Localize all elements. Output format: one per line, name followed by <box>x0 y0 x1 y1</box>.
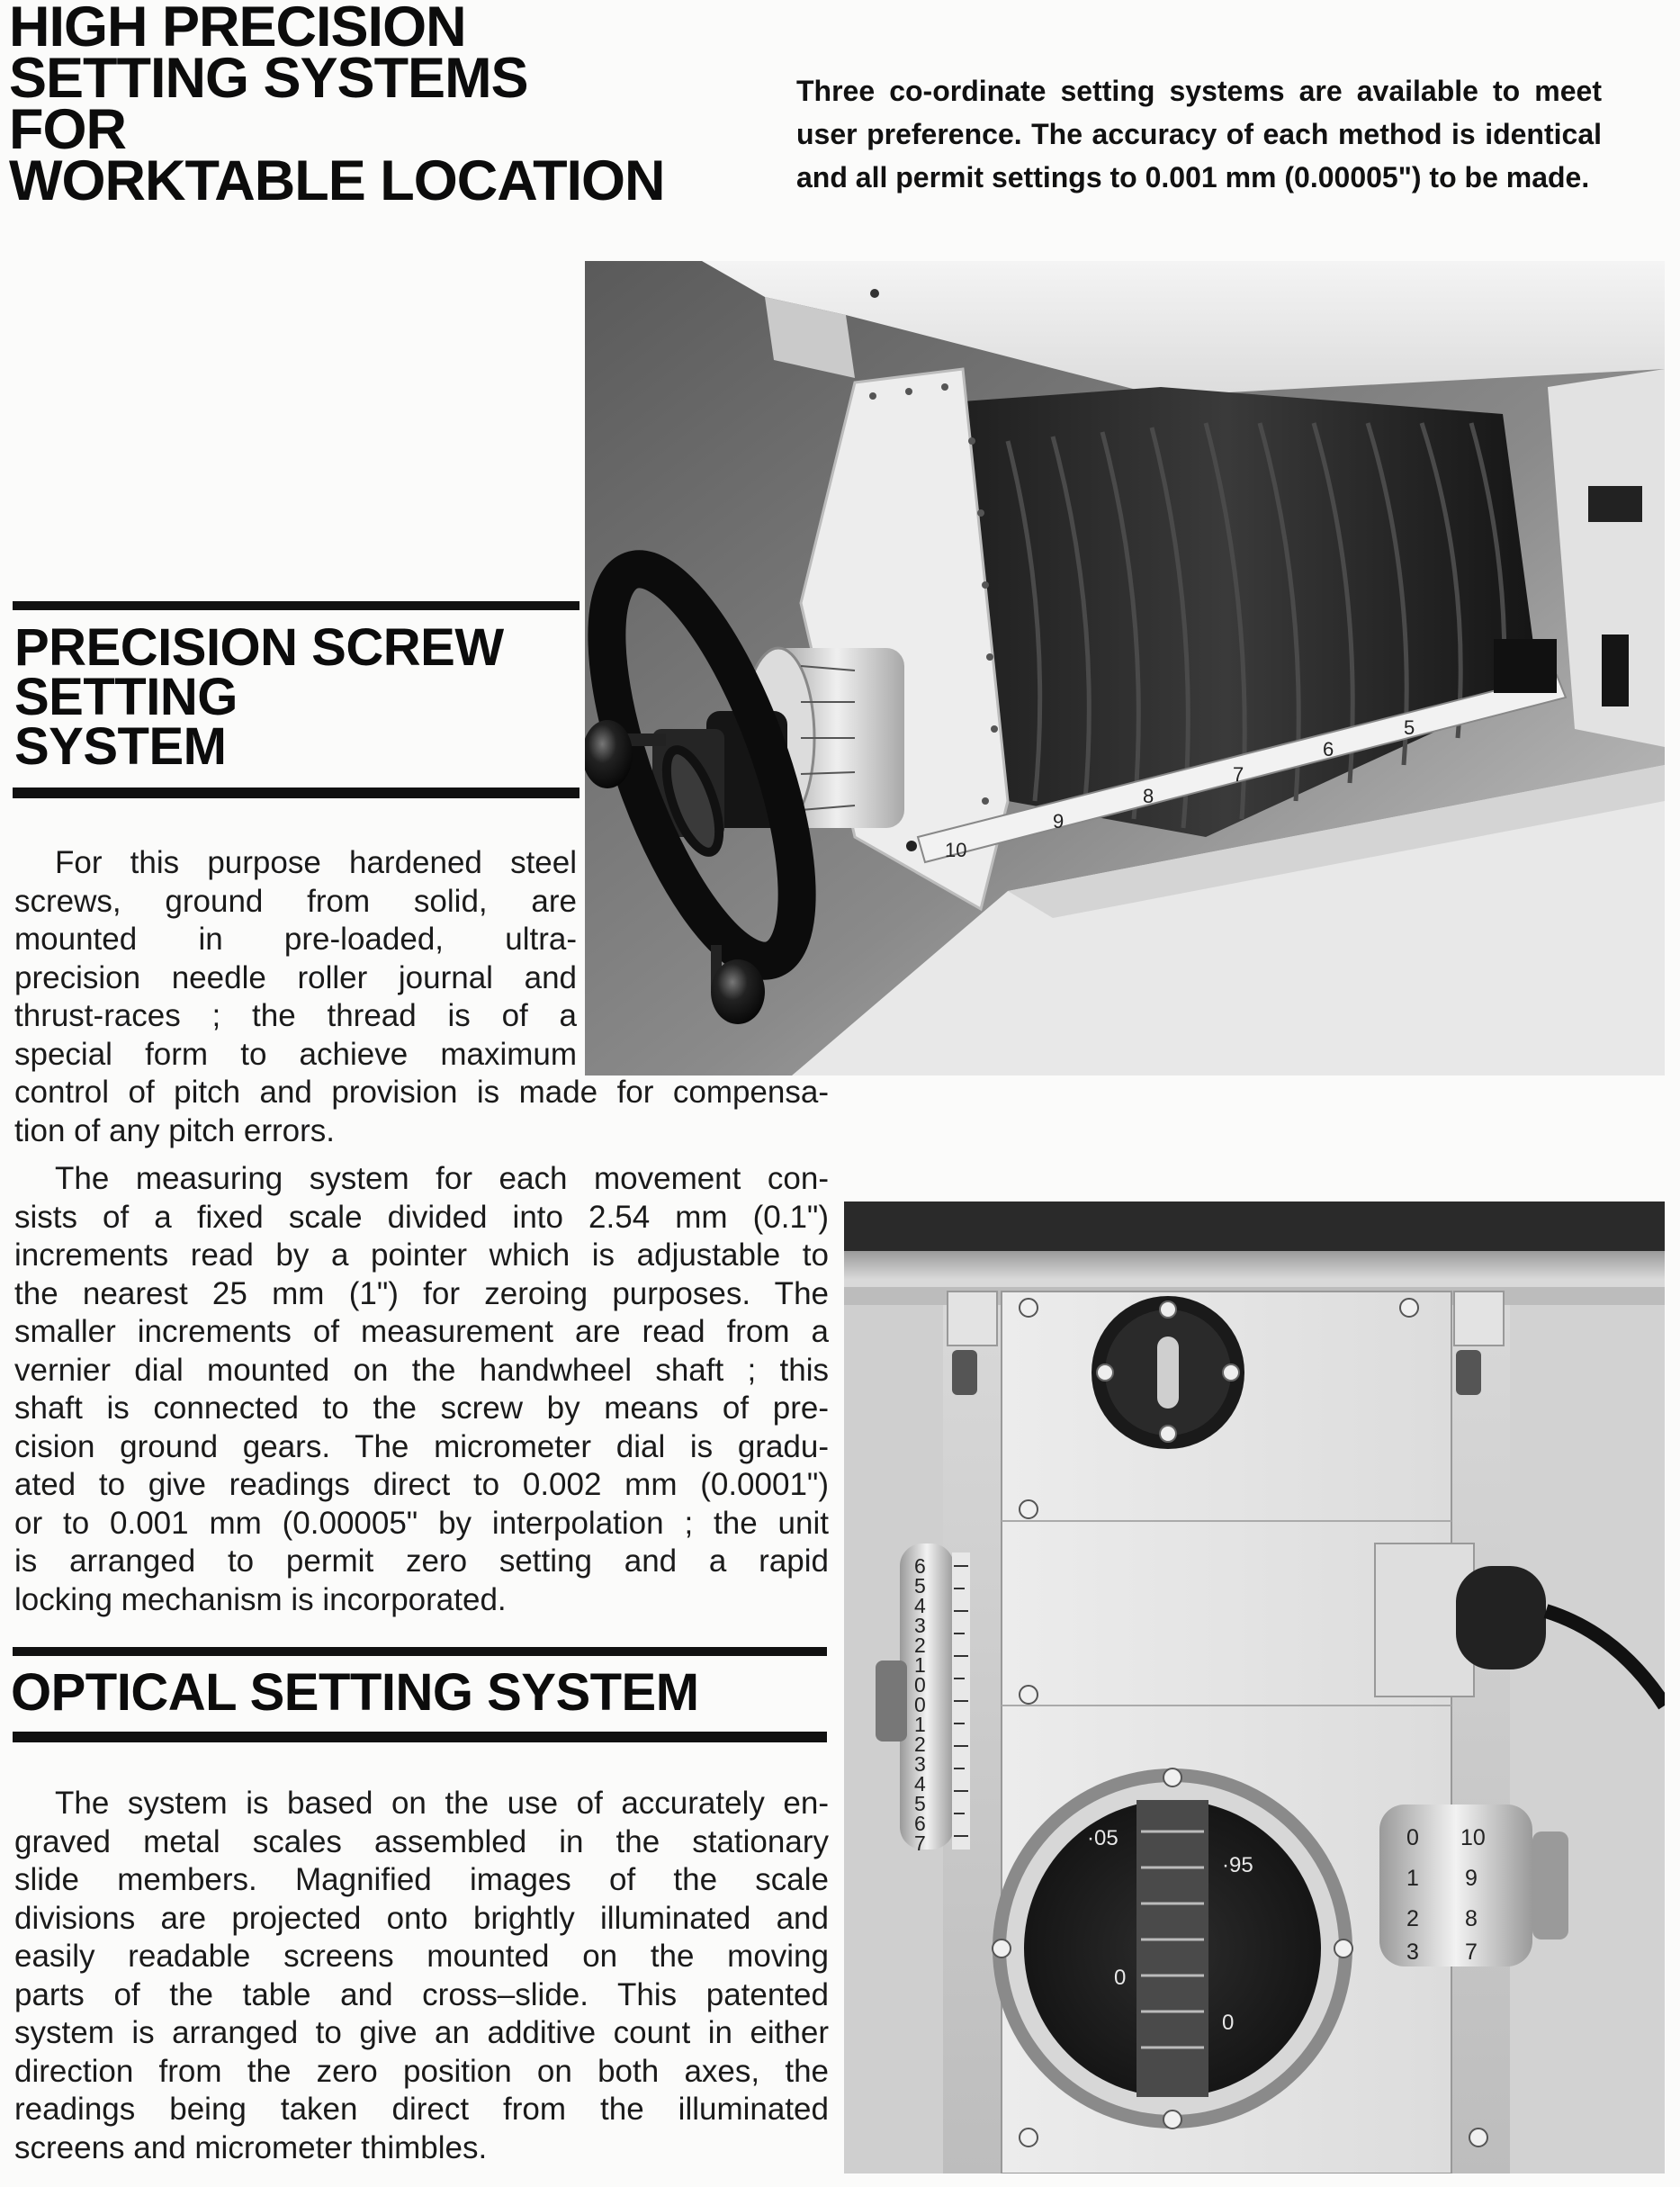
section-rule-top <box>13 601 579 610</box>
thimble-number: 1 <box>1406 1866 1419 1891</box>
title-line: SETTING SYSTEMS <box>9 47 528 110</box>
precision-screw-paragraph-1 <box>14 844 829 1150</box>
vernier-number: 4 <box>914 1594 926 1617</box>
text-line: slide members. Magnified images of the scale <box>14 1862 829 1897</box>
section-rule-bottom <box>13 788 579 798</box>
vernier-numbers <box>914 1554 926 1855</box>
scale-number: 7 <box>1233 763 1244 786</box>
text-line: is arranged to permit zero setting and a rapid <box>14 1544 829 1579</box>
text-line: locking mechanism is incorporated. <box>14 1581 507 1617</box>
vernier-number: 4 <box>914 1772 926 1796</box>
scale-number: 9 <box>1053 810 1065 832</box>
text-line: graved metal scales assembled in the stationary <box>14 1823 829 1859</box>
precision-screw-paragraph-2 <box>14 1160 829 1619</box>
section-rule-bottom <box>13 1732 827 1742</box>
vernier-number: 1 <box>914 1713 926 1736</box>
text-line: The measuring system for each movement con- <box>55 1161 829 1196</box>
vernier-number: 6 <box>914 1812 926 1835</box>
text-line: For this purpose hardened steel <box>55 845 577 880</box>
text-line: thrust-races ; the thread is of a <box>14 998 577 1033</box>
text-line: ated to give readings direct to 0.002 mm (0.0001") <box>14 1467 829 1502</box>
heading-line: SETTING <box>14 668 238 726</box>
text-line: The system is based on the use of accurately en- <box>55 1786 829 1821</box>
vernier-number: 2 <box>914 1732 926 1756</box>
text-line: parts of the table and cross–slide. This patented <box>14 1976 829 2012</box>
vernier-number: 3 <box>914 1614 926 1637</box>
page-title <box>9 0 783 212</box>
optical-setting-paragraph <box>14 1785 829 2167</box>
scale-number: 10 <box>945 839 967 861</box>
text-line: cision ground gears. The micrometer dial is gradu- <box>14 1428 829 1464</box>
thimble-number: 7 <box>1465 1940 1478 1965</box>
screen-label: ·95 <box>1222 1853 1253 1877</box>
vernier-number: 1 <box>914 1653 926 1677</box>
text-line: precision needle roller journal and <box>14 959 577 995</box>
scale-number: 5 <box>1404 716 1415 739</box>
text-line: divisions are projected onto brightly illuminated and <box>14 1900 829 1936</box>
optical-unit-illustration <box>844 1202 1665 2174</box>
text-line: sists of a fixed scale divided into 2.54 mm (0.1") <box>14 1199 829 1235</box>
photo-optical-setting-unit <box>844 1202 1665 2174</box>
vernier-number: 0 <box>914 1693 926 1716</box>
vernier-number: 7 <box>914 1832 926 1855</box>
text-line: mounted in pre-loaded, ultra- <box>14 922 577 957</box>
text-line: direction from the zero position on both axes, the <box>14 2053 829 2089</box>
screen-label: 0 <box>1222 2011 1235 2035</box>
title-line: FOR <box>9 98 126 161</box>
text-line: or to 0.001 mm (0.00005" by interpolation ; the unit <box>14 1505 829 1541</box>
vernier-number: 6 <box>914 1554 926 1578</box>
screen-label: 0 <box>1114 1966 1127 1990</box>
vernier-number: 3 <box>914 1752 926 1776</box>
section-heading-precision-screw <box>14 618 581 776</box>
thimble-number: 0 <box>1406 1825 1419 1850</box>
heading-line: SYSTEM <box>14 717 227 776</box>
thimble-number: 3 <box>1406 1940 1419 1965</box>
text-line: vernier dial mounted on the handwheel shaft ; this <box>14 1352 829 1388</box>
scale-number: 6 <box>1323 738 1334 760</box>
thimble-number: 2 <box>1406 1906 1419 1931</box>
text-line: system is arranged to give an additive count in either <box>14 2015 829 2050</box>
vernier-number: 5 <box>914 1574 926 1598</box>
heading-line: PRECISION SCREW <box>14 618 504 677</box>
intro-paragraph: Three co-ordinate setting systems are available to meet user preference. The accuracy of each method is identical and all permit settings to 0.001 mm (0.00005") to be made. <box>796 75 1602 194</box>
thimble-number: 9 <box>1465 1866 1478 1891</box>
text-line: easily readable screens mounted on the moving <box>14 1939 829 1974</box>
vernier-number: 0 <box>914 1673 926 1696</box>
scale-number: 8 <box>1143 785 1154 807</box>
text-line: smaller increments of measurement are read from a <box>14 1314 829 1349</box>
text-line: tion of any pitch errors. <box>14 1112 335 1148</box>
thimble-number: 10 <box>1460 1825 1486 1850</box>
text-line: special form to achieve maximum <box>14 1036 577 1072</box>
vernier-number: 2 <box>914 1634 926 1657</box>
screen-label: ·05 <box>1087 1826 1119 1850</box>
section-heading-optical-setting: OPTICAL SETTING SYSTEM <box>11 1663 699 1722</box>
text-line: control of pitch and provision is made for compensa- <box>14 1075 829 1110</box>
thimble-number: 8 <box>1465 1906 1478 1931</box>
title-line: WORKTABLE LOCATION <box>9 149 665 212</box>
text-line: screens and micrometer thimbles. <box>14 2129 488 2165</box>
vernier-number: 5 <box>914 1792 926 1815</box>
title-line: HIGH PRECISION <box>9 0 466 58</box>
text-line: increments read by a pointer which is adjustable to <box>14 1238 829 1273</box>
text-line: screws, ground from solid, are <box>14 883 577 919</box>
text-line: the nearest 25 mm (1") for zeroing purposes. The <box>14 1275 829 1311</box>
text-line: readings being taken direct from the illuminated <box>14 2092 829 2127</box>
text-line: shaft is connected to the screw by means of pre- <box>14 1390 829 1426</box>
section-rule-top <box>13 1647 827 1656</box>
